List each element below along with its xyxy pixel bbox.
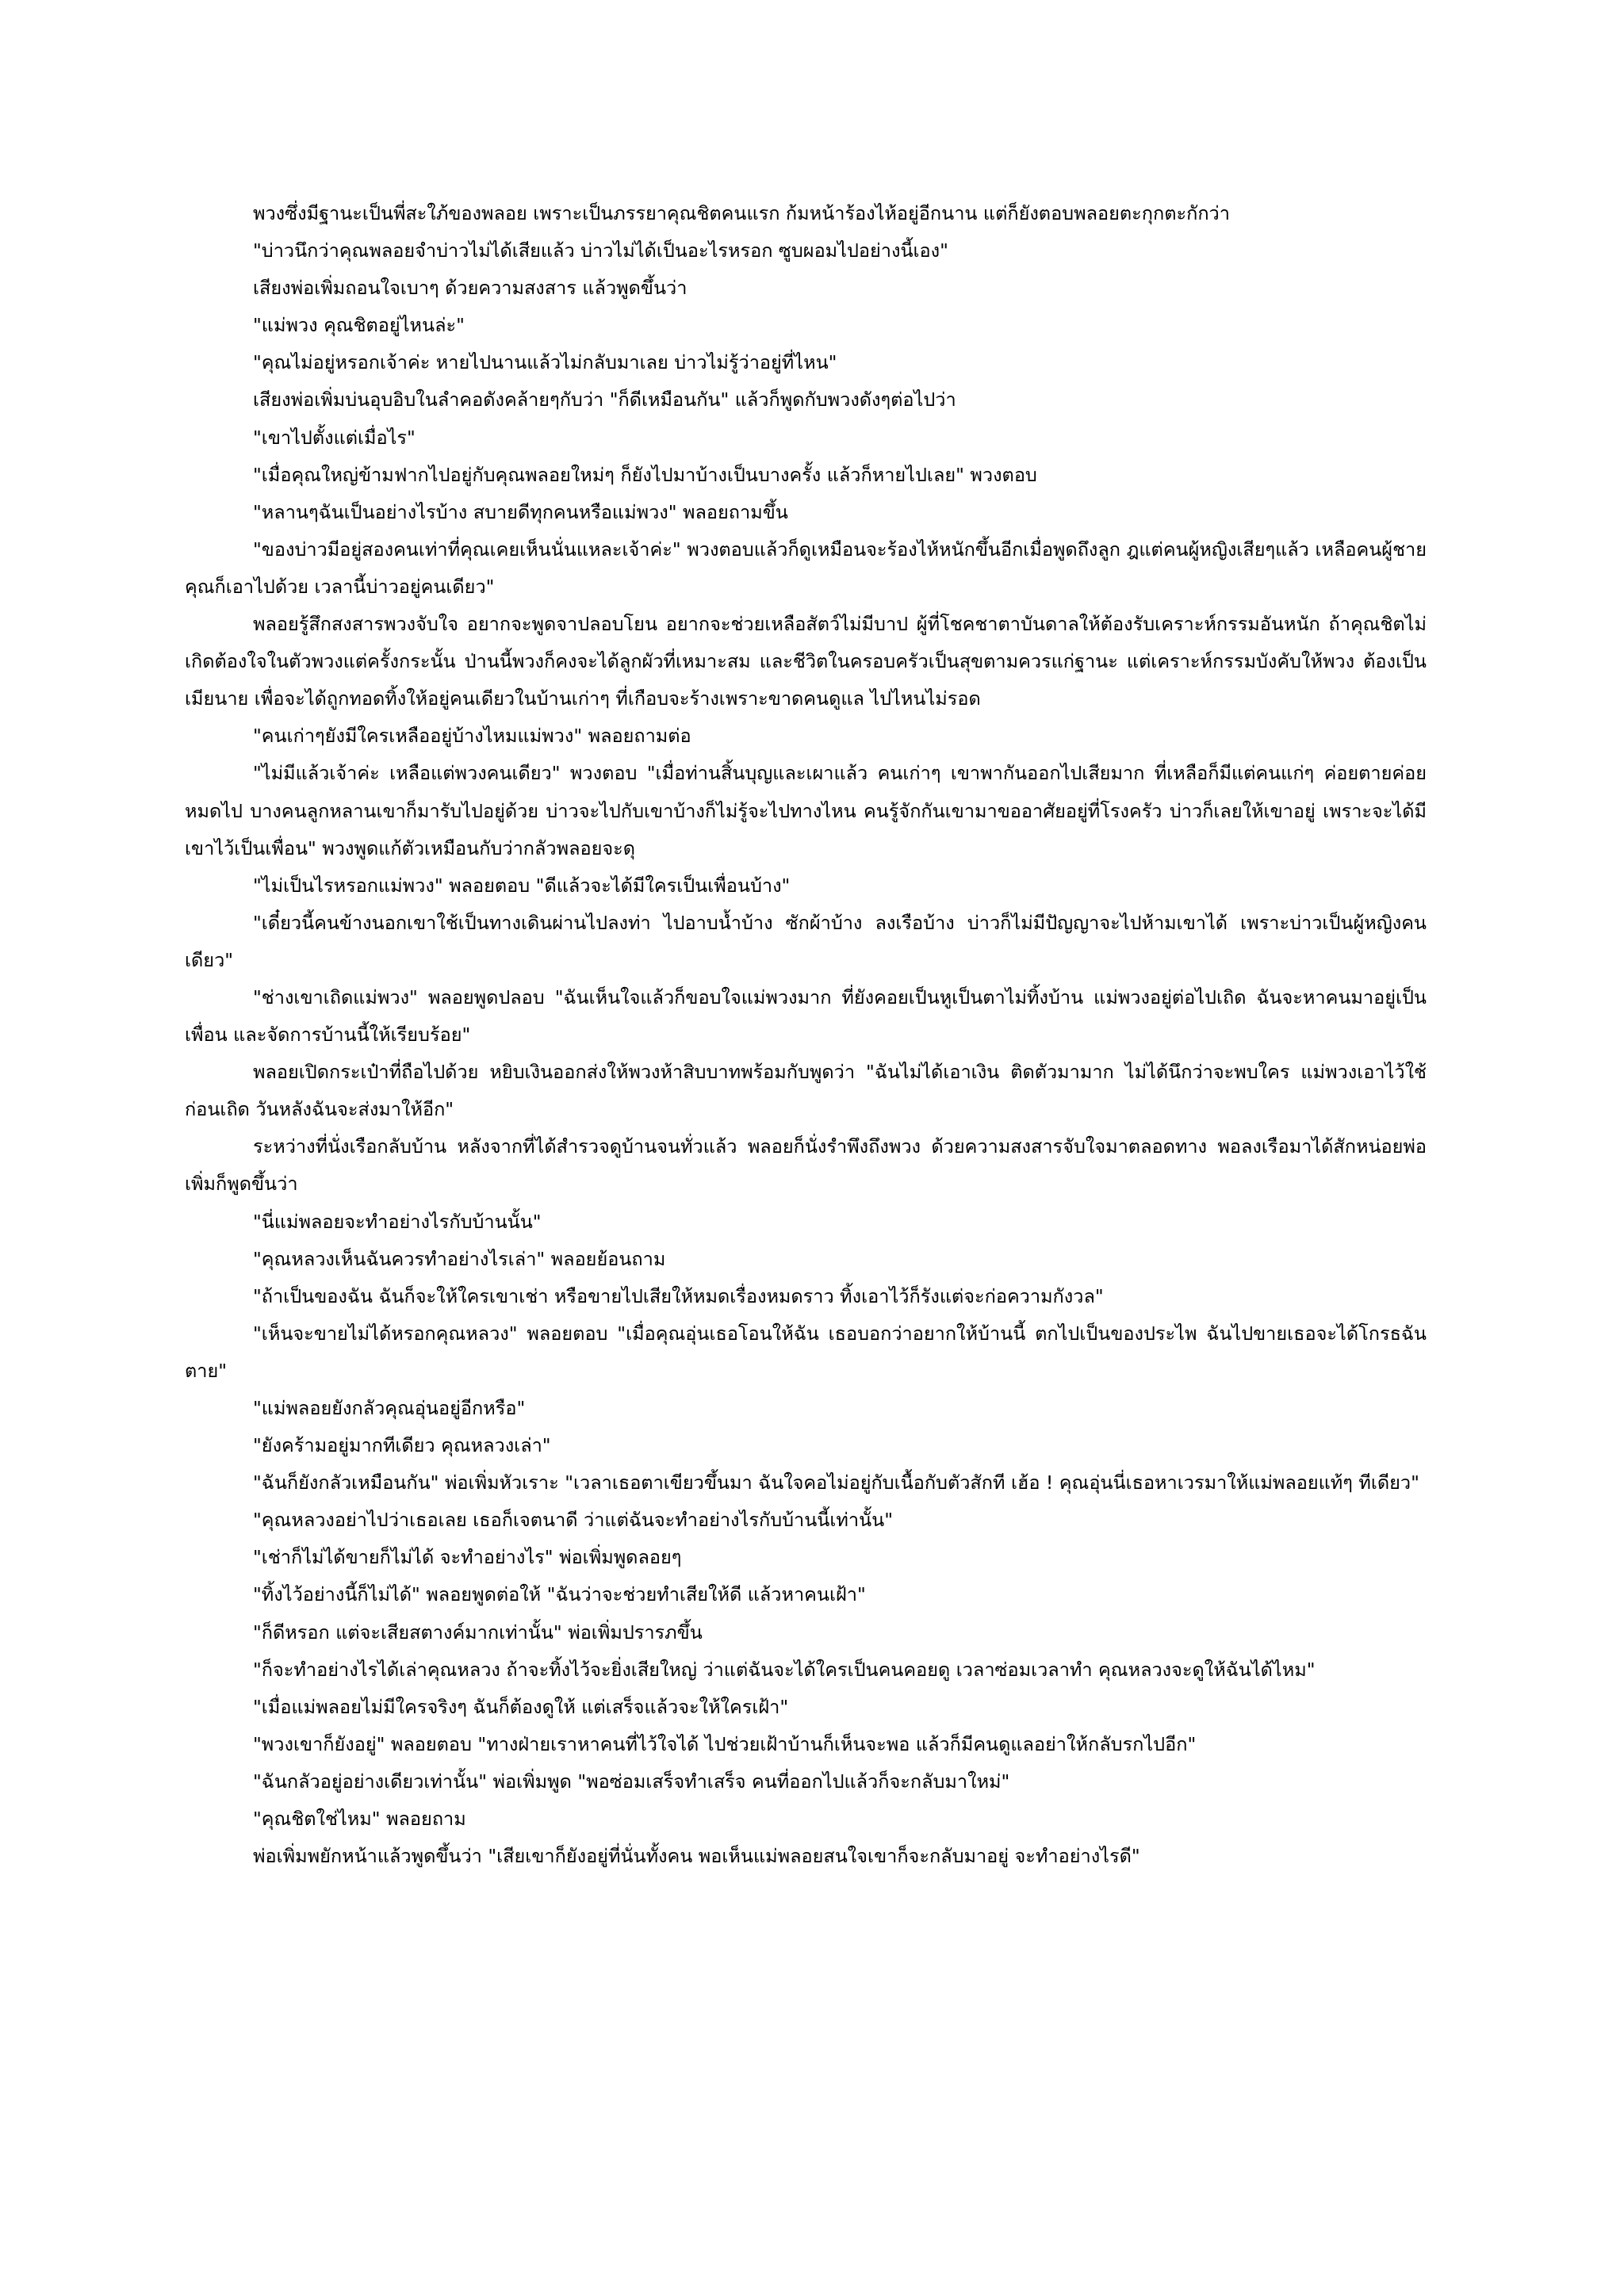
paragraph-14: "ไม่เป็นไรหรอกแม่พวง" พลอยตอบ "ดีแล้วจะได้มีใครเป็นเพื่อนบ้าง"	[253, 874, 791, 897]
paragraph-7: "เขาไปตั้งแต่เมื่อไร"	[253, 426, 416, 449]
paragraph-12: "คนเก่าๆยังมีใครเหลืออยู่บ้างไหมแม่พวง" พลอยถามต่อ	[253, 725, 691, 748]
paragraph-18: ระหว่างที่นั่งเรือกลับบ้าน หลังจากที่ได้สำรวจดูบ้านจนทั่วแล้ว พลอยก็นั่งรำพึงถึงพวง ด้วยความสงสารจับใจมาตลอดทาง พอลงเรือมาได้สักหน่อยพ่อเพิ่มก็พูดขึ้นว่า	[185, 1135, 1427, 1196]
paragraph-22: "เห็นจะขายไม่ได้หรอกคุณหลวง" พลอยตอบ "เมื่อคุณอุ่นเธอโอนให้ฉัน เธอบอกว่าอยากให้บ้านนี้ ตกไปเป็นของประไพ ฉันไปขายเธอจะได้โกรธฉันตาย"	[185, 1322, 1427, 1382]
paragraph-5: "คุณไม่อยู่หรอกเจ้าค่ะ หายไปนานแล้วไม่กลับมาเลย บ่าวไม่รู้ว่าอยู่ที่ไหน"	[253, 351, 837, 374]
paragraph-8: "เมื่อคุณใหญ่ข้ามฟากไปอยู่กับคุณพลอยใหม่ๆ ก็ยังไปมาบ้างเป็นบางครั้ง แล้วก็หายไปเลย" พวงตอบ	[253, 463, 1037, 486]
paragraph-6: เสียงพ่อเพิ่มบ่นอุบอิบในลำคอดังคล้ายๆกับว่า "ก็ดีเหมือนกัน" แล้วก็พูดกับพวงดังๆต่อไปว่า	[253, 388, 956, 411]
paragraph-3: เสียงพ่อเพิ่มถอนใจเบาๆ ด้วยความสงสาร แล้วพูดขึ้นว่า	[253, 277, 688, 300]
paragraph-21: "ถ้าเป็นของฉัน ฉันก็จะให้ใครเขาเช่า หรือขายไปเสียให้หมดเรื่องหมดราว ทิ้งเอาไว้ก็รังแต่จะก่อความกังวล"	[253, 1284, 1104, 1307]
paragraph-30: "ก็จะทำอย่างไรได้เล่าคุณหลวง ถ้าจะทิ้งไว้จะยิ่งเสียใหญ่ ว่าแต่ฉันจะได้ใครเป็นคนคอยดู เวลาซ่อมเวลาทำ คุณหลวงจะดูให้ฉันได้ไหม"	[253, 1658, 1316, 1681]
paragraph-32: "พวงเขาก็ยังอยู่" พลอยตอบ "ทางฝ่ายเราหาคนที่ไว้ใจได้ ไปช่วยเฝ้าบ้านก็เห็นจะพอ แล้วก็มีคนดูแลอย่าให้กลับรกไปอีก"	[253, 1732, 1197, 1755]
paragraph-9: "หลานๆฉันเป็นอย่างไรบ้าง สบายดีทุกคนหรือแม่พวง" พลอยถามขึ้น	[253, 500, 788, 523]
paragraph-25: "ฉันก็ยังกลัวเหมือนกัน" พ่อเพิ่มหัวเราะ "เวลาเธอตาเขียวขึ้นมา ฉันใจคอไม่อยู่กับเนื้อกับตัวสักที เฮ้อ ! คุณอุ่นนี่เธอหาเวรมาให้แม่พลอยแท้ๆ ทีเดียว"	[253, 1471, 1419, 1494]
paragraph-29: "ก็ดีหรอก แต่จะเสียสตางค์มากเท่านั้น" พ่อเพิ่มปรารภขึ้น	[253, 1621, 703, 1644]
paragraph-28: "ทิ้งไว้อย่างนี้ก็ไม่ได้" พลอยพูดต่อให้ "ฉันว่าจะช่วยทำเสียให้ดี แล้วหาคนเฝ้า"	[253, 1583, 866, 1606]
paragraph-11: พลอยรู้สึกสงสารพวงจับใจ อยากจะพูดจาปลอบโยน อยากจะช่วยเหลือสัตว์ไม่มีบาป ผู้ที่โชคชาตาบันดาลให้ต้องรับเคราะห์กรรมอันหนัก ถ้าคุณชิตไม่เกิดต้องใจในตัวพวงแต่ครั้งกระนั้น ป่านนี้พวงก็คงจะได้ลูกผัวที่เหมาะสม และชีวิตในครอบครัวเป็นสุขตามควรแก่ฐานะ แต่เคราะห์กรรมบังคับให้พวง ต้องเป็นเมียนาย เพื่อจะได้ถูกทอดทิ้งให้อยู่คนเดียวในบ้านเก่าๆ ที่เกือบจะร้างเพราะขาดคนดูแล ไปไหนไม่รอด	[185, 613, 1427, 710]
paragraph-15: "เดี๋ยวนี้คนข้างนอกเขาใช้เป็นทางเดินผ่านไปลงท่า ไปอาบน้ำบ้าง ซักผ้าบ้าง ลงเรือบ้าง บ่าวก็ไม่มีปัญญาจะไปห้ามเขาได้ เพราะบ่าวเป็นผู้หญิงคนเดียว"	[185, 911, 1427, 971]
paragraph-20: "คุณหลวงเห็นฉันควรทำอย่างไรเล่า" พลอยย้อนถาม	[253, 1247, 666, 1270]
paragraph-10: "ของบ่าวมีอยู่สองคนเท่าที่คุณเคยเห็นนั่นแหละเจ้าค่ะ" พวงตอบแล้วก็ดูเหมือนจะร้องไห้หนักขึ้นอีกเมื่อพูดถึงลูก ฎแต่คนผู้หญิงเสียๆแล้ว เหลือคนผู้ชายคุณก็เอาไปด้วย เวลานี้บ่าวอยู่คนเดียว"	[185, 538, 1427, 598]
paragraph-4: "แม่พวง คุณชิตอยู่ไหนล่ะ"	[253, 314, 465, 337]
paragraph-23: "แม่พลอยยังกลัวคุณอุ่นอยู่อีกหรือ"	[253, 1397, 526, 1419]
paragraph-13: "ไม่มีแล้วเจ้าค่ะ เหลือแต่พวงคนเดียว" พวงตอบ "เมื่อท่านสิ้นบุญและเผาแล้ว คนเก่าๆ เขาพากันออกไปเสียมาก ที่เหลือก็มีแต่คนแก่ๆ ค่อยตายค่อยหมดไป บางคนลูกหลานเขาก็มารับไปอยู่ด้วย บ่าวจะไปกับเขาบ้างก็ไม่รู้จะไปทางไหน คนรู้จักกันเขามาขออาศัยอยู่ที่โรงครัว บ่าวก็เลยให้เขาอยู่ เพราะจะได้มีเขาไว้เป็นเพื่อน" พวงพูดแก้ตัวเหมือนกับว่ากลัวพลอยจะดุ	[185, 762, 1427, 859]
paragraph-17: พลอยเปิดกระเป๋าที่ถือไปด้วย หยิบเงินออกส่งให้พวงห้าสิบบาทพร้อมกับพูดว่า "ฉันไม่ได้เอาเงิน ติดตัวมามาก ไม่ได้นึกว่าจะพบใคร แม่พวงเอาไว้ใช้ก่อนเถิด วันหลังฉันจะส่งมาให้อีก"	[185, 1061, 1427, 1121]
paragraph-2: "บ่าวนึกว่าคุณพลอยจำบ่าวไม่ได้เสียแล้ว บ่าวไม่ได้เป็นอะไรหรอก ซูบผอมไปอย่างนี้เอง"	[253, 239, 948, 262]
paragraph-27: "เช่าก็ไม่ได้ขายก็ไม่ได้ จะทำอย่างไร" พ่อเพิ่มพูดลอยๆ	[253, 1546, 682, 1569]
paragraph-19: "นี่แม่พลอยจะทำอย่างไรกับบ้านนั้น"	[253, 1210, 542, 1233]
paragraph-24: "ยังคร้ามอยู่มากทีเดียว คุณหลวงเล่า"	[253, 1434, 551, 1457]
paragraph-1: พวงซึ่งมีฐานะเป็นพี่สะใภ้ของพลอย เพราะเป็นภรรยาคุณชิตคนแรก ก้มหน้าร้องไห้อยู่อีกนาน แต่ก็ยังตอบพลอยตะกุกตะกักว่า	[253, 202, 1230, 224]
paragraph-26: "คุณหลวงอย่าไปว่าเธอเลย เธอก็เจตนาดี ว่าแต่ฉันจะทำอย่างไรกับบ้านนี้เท่านั้น"	[253, 1509, 894, 1532]
body-text	[185, 195, 1427, 1875]
paragraph-16: "ช่างเขาเถิดแม่พวง" พลอยพูดปลอบ "ฉันเห็นใจแล้วก็ขอบใจแม่พวงมาก ที่ยังคอยเป็นหูเป็นตาไม่ทิ้งบ้าน แม่พวงอยู่ต่อไปเถิด ฉันจะหาคนมาอยู่เป็นเพื่อน และจัดการบ้านนี้ให้เรียบร้อย"	[185, 985, 1427, 1047]
paragraph-35: พ่อเพิ่มพยักหน้าแล้วพูดขึ้นว่า "เสียเขาก็ยังอยู่ที่นั่นทั้งคน พอเห็นแม่พลอยสนใจเขาก็จะกลับมาอยู่ จะทำอย่างไรดี"	[253, 1845, 1140, 1868]
paragraph-33: "ฉันกลัวอยู่อย่างเดียวเท่านั้น" พ่อเพิ่มพูด "พอซ่อมเสร็จทำเสร็จ คนที่ออกไปแล้วก็จะกลับมาใหม่"	[253, 1770, 1010, 1793]
paragraph-31: "เมื่อแม่พลอยไม่มีใครจริงๆ ฉันก็ต้องดูให้ แต่เสร็จแล้วจะให้ใครเฝ้า"	[253, 1695, 789, 1718]
paragraph-34: "คุณชิตใช่ไหม" พลอยถาม	[253, 1808, 466, 1831]
